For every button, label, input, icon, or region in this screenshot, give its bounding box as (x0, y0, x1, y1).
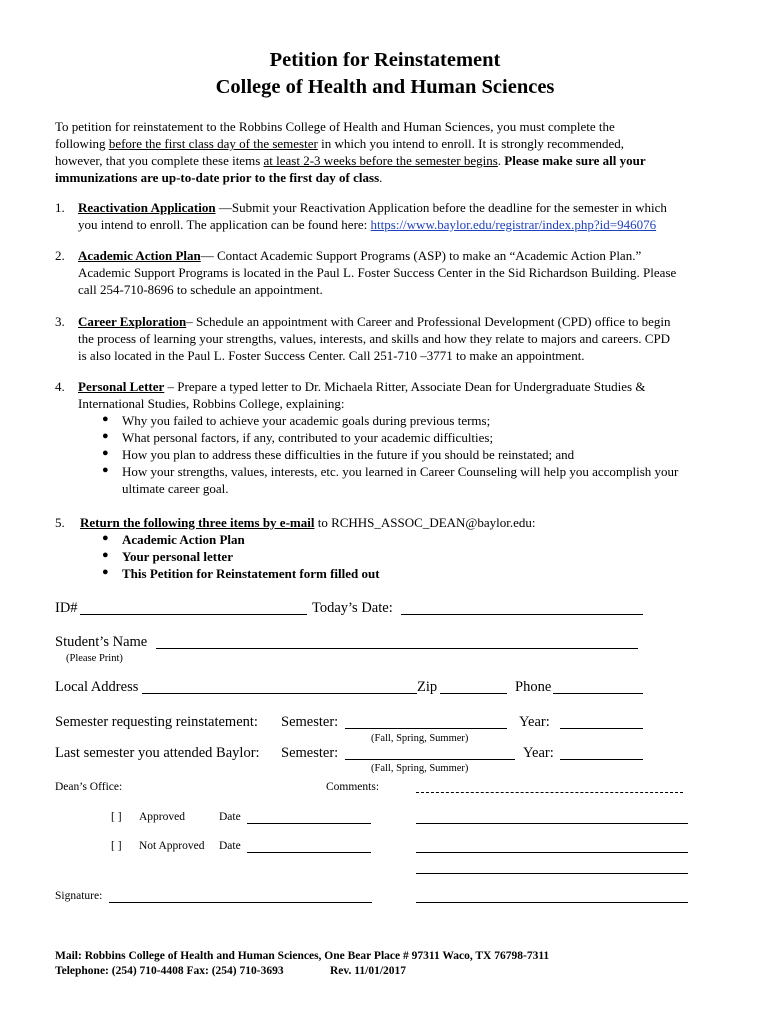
intro-text: following (55, 136, 109, 151)
bullet-icon: ● (102, 566, 109, 578)
step-number: 1. (55, 200, 65, 215)
bullet-icon: ● (102, 549, 109, 561)
not-approved-checkbox[interactable]: [ ] (111, 840, 122, 852)
intro-line (55, 152, 646, 170)
list-item-continued: ultimate career goal. (122, 481, 229, 496)
revision-date: Rev. 11/01/2017 (330, 965, 407, 977)
approved-date-label: Date (219, 811, 241, 823)
intro-underlined: before the first class day of the semester (108, 136, 318, 151)
step-line (78, 199, 667, 217)
bullet-icon: ● (102, 532, 109, 544)
page-subtitle: College of Health and Human Sciences (215, 76, 555, 98)
step-line: is also located in the Paul L. Foster Success Center. Call 251-710 –3771 to make an appointment. (78, 348, 585, 363)
page-title: Petition for Reinstatement (269, 49, 501, 71)
requested-semester-field[interactable] (345, 728, 507, 729)
last-semester-label: Last semester you attended Baylor: (55, 745, 260, 761)
step-line (78, 247, 641, 265)
intro-line (55, 135, 624, 153)
step-heading: Personal Letter (78, 379, 165, 394)
signature-field[interactable] (109, 902, 372, 903)
comment-line[interactable] (416, 792, 683, 793)
intro-bold: Please make sure all your (504, 153, 646, 168)
intro-line: To petition for reinstatement to the Robbins College of Health and Human Sciences, you must complete the (55, 119, 615, 134)
bullet-icon: ● (102, 447, 109, 459)
list-item: What personal factors, if any, contributed to your academic difficulties; (122, 430, 494, 445)
step-line: call 254-710-8696 to schedule an appointment. (78, 282, 323, 297)
mail-address: Mail: Robbins College of Health and Human Sciences, One Bear Place # 97311 Waco, TX 76798-7311 (55, 950, 550, 962)
bullet-icon: ● (102, 430, 109, 442)
id-label: ID# (55, 600, 78, 616)
step-line (78, 313, 670, 331)
not-approved-date-field[interactable] (247, 852, 371, 853)
semester-label: Semester: (281, 714, 339, 730)
intro-line (55, 169, 382, 187)
intro-text: . (497, 153, 505, 168)
not-approved-date-label: Date (219, 840, 241, 852)
bullet-icon: ● (102, 464, 109, 476)
list-item: Why you failed to achieve your academic goals during previous terms; (122, 413, 491, 428)
step-heading: Academic Action Plan (78, 248, 201, 263)
step-text: to RCHHS_ASSOC_DEAN@baylor.edu: (314, 515, 536, 530)
deans-office-label: Dean’s Office: (55, 781, 123, 793)
today-date-label: Today’s Date: (312, 600, 393, 616)
step-heading: Career Exploration (78, 314, 187, 329)
semester-requesting-label: Semester requesting reinstatement: (55, 714, 258, 730)
step-text: – Prepare a typed letter to Dr. Michaela Ritter, Associate Dean for Undergraduate Studies & (164, 379, 646, 394)
step-line: International Studies, Robbins College, explaining: (78, 396, 345, 411)
approved-checkbox[interactable]: [ ] (111, 811, 122, 823)
list-item: Academic Action Plan (122, 532, 245, 547)
last-semester-field[interactable] (345, 759, 515, 760)
step-line: the process of learning your strengths, values, interests, and skills and how they relate to majors and careers. CPD (78, 331, 671, 346)
step-number: 4. (55, 379, 65, 394)
step-line (78, 216, 656, 234)
intro-text: . (379, 170, 383, 185)
step-text: —Submit your Reactivation Application before the deadline for the semester in which (215, 200, 667, 215)
phone-label: Phone (515, 679, 552, 695)
year-label: Year: (523, 745, 554, 761)
comment-line[interactable] (416, 902, 688, 903)
last-year-field[interactable] (560, 759, 643, 760)
requested-year-field[interactable] (560, 728, 643, 729)
step-line (78, 378, 645, 396)
local-address-field[interactable] (142, 693, 417, 694)
registrar-link[interactable]: https://www.baylor.edu/registrar/index.php?id=946076 (370, 217, 657, 232)
step-number: 2. (55, 248, 65, 263)
step-heading: Return the following three items by e-mail (80, 515, 315, 530)
please-print-hint: (Please Print) (66, 653, 123, 664)
step-text: you intend to enroll. The application can be found here: (78, 217, 371, 232)
semester-hint: (Fall, Spring, Summer) (371, 763, 469, 774)
list-item: Your personal letter (122, 549, 233, 564)
intro-underlined: at least 2-3 weeks before the semester begins (263, 153, 498, 168)
intro-text: however, that you complete these items (55, 153, 264, 168)
local-address-label: Local Address (55, 679, 139, 695)
step-number: 5. (55, 515, 65, 530)
contact-numbers: Telephone: (254) 710-4408 Fax: (254) 710-3693 (55, 965, 284, 977)
comment-line[interactable] (416, 873, 688, 874)
list-item: How your strengths, values, interests, etc. you learned in Career Counseling will help you accomplish your (122, 464, 679, 479)
approved-label: Approved (139, 811, 185, 823)
comment-line[interactable] (416, 823, 688, 824)
year-label: Year: (519, 714, 550, 730)
id-field[interactable] (80, 614, 307, 615)
approved-date-field[interactable] (247, 823, 371, 824)
semester-label: Semester: (281, 745, 339, 761)
not-approved-label: Not Approved (139, 840, 205, 852)
list-item: This Petition for Reinstatement form filled out (122, 566, 380, 581)
student-name-field[interactable] (156, 648, 638, 649)
intro-bold: immunizations are up-to-date prior to the first day of class (55, 170, 380, 185)
signature-label: Signature: (55, 890, 103, 902)
comment-line[interactable] (416, 852, 688, 853)
bullet-icon: ● (102, 413, 109, 425)
student-name-label: Student’s Name (55, 634, 148, 650)
step-text: – Schedule an appointment with Career and Professional Development (CPD) office to begin (186, 314, 671, 329)
step-heading: Reactivation Application (78, 200, 216, 215)
today-date-field[interactable] (401, 614, 643, 615)
intro-text: in which you intend to enroll. It is strongly recommended, (317, 136, 624, 151)
zip-label: Zip (417, 679, 438, 695)
step-text: — Contact Academic Support Programs (ASP) to make an “Academic Action Plan.” (200, 248, 642, 263)
phone-field[interactable] (553, 693, 643, 694)
list-item: How you plan to address these difficulties in the future if you should be reinstated; and (122, 447, 575, 462)
step-line: Academic Support Programs is located in the Paul L. Foster Success Center in the Sid Richardson Building. Please (78, 265, 677, 280)
zip-field[interactable] (440, 693, 507, 694)
semester-hint: (Fall, Spring, Summer) (371, 733, 469, 744)
comments-label: Comments: (326, 781, 380, 793)
step-number: 3. (55, 314, 65, 329)
step-line (80, 514, 536, 532)
